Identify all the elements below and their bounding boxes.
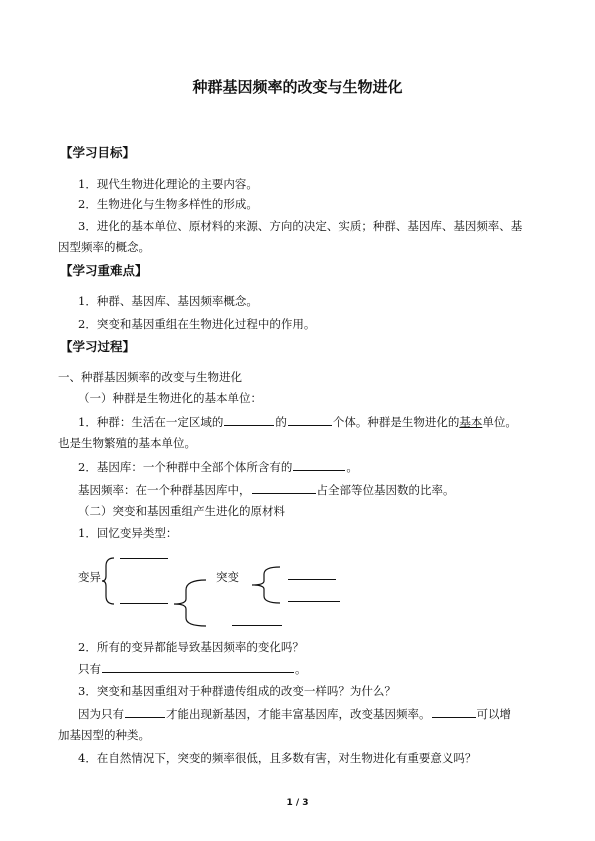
goal-item: 3．进化的基本单位、原材料的来源、方向的决定、实质；种群、基因库、基因频率、基 <box>78 219 523 233</box>
question-3-answer-continued: 加基因型的种类。 <box>58 728 150 742</box>
diagram-label-variation: 变异 <box>78 570 101 584</box>
underlined-term: 基本 <box>459 415 483 429</box>
answer-line[interactable] <box>120 603 168 604</box>
question-3: 3．突变和基因重组对于种群遗传组成的改变一样吗？为什么？ <box>78 684 396 698</box>
section-heading-process: 【学习过程】 <box>60 339 136 354</box>
key-point-item: 2．突变和基因重组在生物进化过程中的作用。 <box>78 317 316 331</box>
goal-item: 2．生物进化与生物多样性的形成。 <box>78 197 258 211</box>
brace-variation <box>100 556 120 606</box>
answer-blank[interactable] <box>125 706 165 718</box>
key-point-item: 1．种群、基因库、基因频率概念。 <box>78 294 258 308</box>
question-4: 4．在自然情况下，突变的频率很低，且多数有害，对生物进化有重要意义吗？ <box>78 751 477 765</box>
brace-genetic-sources <box>172 578 208 628</box>
answer-blank[interactable] <box>288 414 332 426</box>
section-heading-key-points: 【学习重难点】 <box>60 263 148 278</box>
question-population: 1．种群：生活在一定区域的 的 个体。种群是生物进化的基本单位。 <box>78 415 517 429</box>
brace-mutation <box>250 565 282 605</box>
answer-blank[interactable] <box>432 706 476 718</box>
answer-blank[interactable] <box>224 414 274 426</box>
question-gene-pool: 2．基因库：一个种群中全部个体所含有的 。 <box>78 460 358 474</box>
answer-line[interactable] <box>232 625 282 626</box>
answer-blank[interactable] <box>252 482 316 494</box>
answer-line[interactable] <box>288 601 340 602</box>
recall-prompt: 1．回忆变异类型： <box>78 526 178 540</box>
diagram-label-mutation: 突变 <box>216 570 239 584</box>
part-heading: 一、种群基因频率的改变与生物进化 <box>58 370 242 384</box>
page-number: 1 / 3 <box>286 798 309 808</box>
question-2-answer: 只有 。 <box>78 662 307 676</box>
subsection-heading: （一）种群是生物进化的基本单位： <box>78 391 262 405</box>
question-population-continued: 也是生物繁殖的基本单位。 <box>58 436 196 450</box>
answer-line[interactable] <box>288 579 336 580</box>
document-title: 种群基因频率的改变与生物进化 <box>192 78 403 96</box>
subsection-heading: （二）突变和基因重组产生进化的原材料 <box>78 504 285 518</box>
question-gene-frequency: 基因频率：在一个种群基因库中， 占全部等位基因数的比率。 <box>78 483 455 497</box>
goal-item-continued: 因型频率的概念。 <box>58 240 150 254</box>
answer-blank[interactable] <box>293 459 345 471</box>
section-heading-goals: 【学习目标】 <box>60 145 136 160</box>
goal-item: 1．现代生物进化理论的主要内容。 <box>78 177 258 191</box>
question-2: 2．所有的变异都能导致基因频率的变化吗？ <box>78 640 304 654</box>
answer-blank[interactable] <box>102 661 294 673</box>
question-3-answer: 因为只有 才能出现新基因，才能丰富基因库，改变基因频率。 可以增 <box>78 707 511 721</box>
answer-line[interactable] <box>120 558 168 559</box>
